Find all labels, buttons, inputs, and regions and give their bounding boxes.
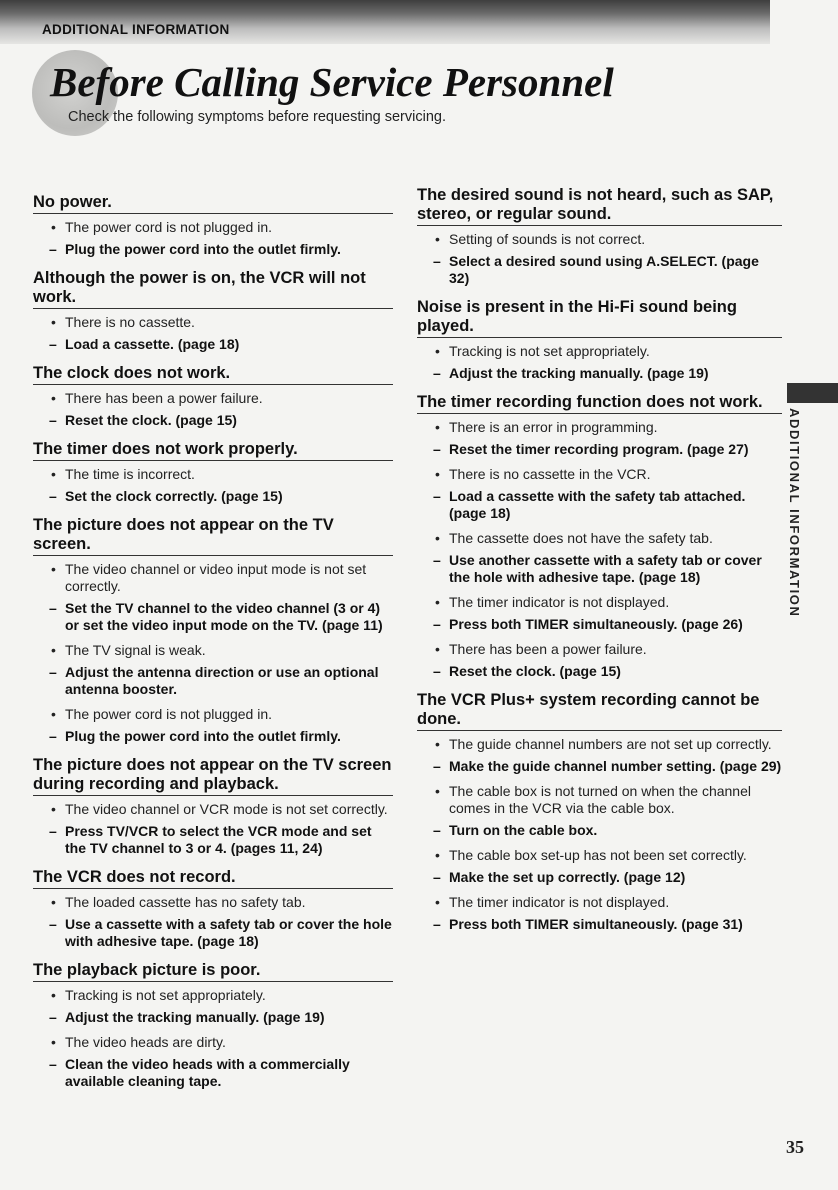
symptom-remedy: – Make the guide channel number setting. (page 29) bbox=[417, 758, 782, 775]
symptom-remedy: – Adjust the tracking manually. (page 19) bbox=[33, 1009, 393, 1026]
symptom-cause: • The power cord is not plugged in. bbox=[33, 706, 393, 723]
symptom-cause: • The video heads are dirty. bbox=[33, 1034, 393, 1051]
symptom-cause: • The cable box is not turned on when the channel comes in the VCR via the cable box. bbox=[417, 783, 782, 817]
page-title: Before Calling Service Personnel bbox=[50, 59, 614, 105]
symptom-heading: No power. bbox=[33, 193, 393, 214]
left-column bbox=[33, 193, 393, 1101]
symptom-cause: • The timer indicator is not displayed. bbox=[417, 894, 782, 911]
troubleshooting-entry bbox=[33, 961, 393, 1090]
symptom-cause: • The cable box set-up has not been set correctly. bbox=[417, 847, 782, 864]
troubleshooting-entry bbox=[417, 186, 782, 287]
symptom-cause: • The power cord is not plugged in. bbox=[33, 219, 393, 236]
symptom-cause: • The time is incorrect. bbox=[33, 466, 393, 483]
troubleshooting-entry bbox=[417, 393, 782, 680]
troubleshooting-entry bbox=[33, 516, 393, 745]
symptom-remedy: – Reset the timer recording program. (page 27) bbox=[417, 441, 782, 458]
symptom-heading: The playback picture is poor. bbox=[33, 961, 393, 982]
symptom-cause: • There is no cassette in the VCR. bbox=[417, 466, 782, 483]
symptom-heading: The VCR does not record. bbox=[33, 868, 393, 889]
symptom-remedy: – Reset the clock. (page 15) bbox=[33, 412, 393, 429]
right-column bbox=[417, 186, 782, 944]
symptom-cause: • There is an error in programming. bbox=[417, 419, 782, 436]
symptom-cause: • Tracking is not set appropriately. bbox=[33, 987, 393, 1004]
troubleshooting-entry bbox=[33, 868, 393, 950]
symptom-remedy: – Load a cassette with the safety tab attached. (page 18) bbox=[417, 488, 782, 522]
page-subtitle: Check the following symptoms before requesting servicing. bbox=[68, 109, 446, 125]
troubleshooting-entry bbox=[33, 193, 393, 258]
symptom-cause: • Tracking is not set appropriately. bbox=[417, 343, 782, 360]
symptom-remedy: – Make the set up correctly. (page 12) bbox=[417, 869, 782, 886]
symptom-remedy: – Plug the power cord into the outlet firmly. bbox=[33, 728, 393, 745]
symptom-remedy: – Plug the power cord into the outlet firmly. bbox=[33, 241, 393, 258]
troubleshooting-entry bbox=[33, 269, 393, 353]
symptom-remedy: – Select a desired sound using A.SELECT. (page 32) bbox=[417, 253, 782, 287]
symptom-remedy: – Clean the video heads with a commercially available cleaning tape. bbox=[33, 1056, 393, 1090]
symptom-heading: The timer recording function does not work. bbox=[417, 393, 782, 414]
symptom-cause: • The guide channel numbers are not set up correctly. bbox=[417, 736, 782, 753]
symptom-remedy: – Reset the clock. (page 15) bbox=[417, 663, 782, 680]
symptom-remedy: – Load a cassette. (page 18) bbox=[33, 336, 393, 353]
symptom-cause: • The video channel or VCR mode is not set correctly. bbox=[33, 801, 393, 818]
side-tab-label: ADDITIONAL INFORMATION bbox=[787, 408, 802, 618]
symptom-heading: Although the power is on, the VCR will not work. bbox=[33, 269, 393, 309]
troubleshooting-entry bbox=[417, 298, 782, 382]
symptom-cause: • The timer indicator is not displayed. bbox=[417, 594, 782, 611]
symptom-remedy: – Use another cassette with a safety tab or cover the hole with adhesive tape. (page 18) bbox=[417, 552, 782, 586]
symptom-cause: • The cassette does not have the safety tab. bbox=[417, 530, 782, 547]
symptom-remedy: – Turn on the cable box. bbox=[417, 822, 782, 839]
symptom-heading: The VCR Plus+ system recording cannot be done. bbox=[417, 691, 782, 731]
symptom-heading: The picture does not appear on the TV screen. bbox=[33, 516, 393, 556]
symptom-remedy: – Press both TIMER simultaneously. (page 26) bbox=[417, 616, 782, 633]
symptom-heading: The clock does not work. bbox=[33, 364, 393, 385]
symptom-cause: • The loaded cassette has no safety tab. bbox=[33, 894, 393, 911]
symptom-cause: • Setting of sounds is not correct. bbox=[417, 231, 782, 248]
symptom-heading: The desired sound is not heard, such as SAP, stereo, or regular sound. bbox=[417, 186, 782, 226]
symptom-heading: The timer does not work properly. bbox=[33, 440, 393, 461]
symptom-remedy: – Use a cassette with a safety tab or cover the hole with adhesive tape. (page 18) bbox=[33, 916, 393, 950]
symptom-cause: • There is no cassette. bbox=[33, 314, 393, 331]
page-number: 35 bbox=[786, 1137, 804, 1157]
symptom-cause: • The video channel or video input mode is not set correctly. bbox=[33, 561, 393, 595]
symptom-cause: • There has been a power failure. bbox=[417, 641, 782, 658]
side-tab-marker bbox=[787, 383, 838, 403]
symptom-heading: Noise is present in the Hi-Fi sound being played. bbox=[417, 298, 782, 338]
symptom-cause: • There has been a power failure. bbox=[33, 390, 393, 407]
troubleshooting-entry bbox=[33, 756, 393, 857]
troubleshooting-entry bbox=[33, 364, 393, 429]
symptom-remedy: – Adjust the tracking manually. (page 19) bbox=[417, 365, 782, 382]
symptom-remedy: – Set the TV channel to the video channel (3 or 4) or set the video input mode on the TV. (page 11) bbox=[33, 600, 393, 634]
troubleshooting-entry bbox=[33, 440, 393, 505]
troubleshooting-entry bbox=[417, 691, 782, 933]
section-label: ADDITIONAL INFORMATION bbox=[42, 22, 230, 37]
symptom-remedy: – Press TV/VCR to select the VCR mode and set the TV channel to 3 or 4. (pages 11, 24) bbox=[33, 823, 393, 857]
symptom-remedy: – Press both TIMER simultaneously. (page 31) bbox=[417, 916, 782, 933]
symptom-cause: • The TV signal is weak. bbox=[33, 642, 393, 659]
symptom-heading: The picture does not appear on the TV screen during recording and playback. bbox=[33, 756, 393, 796]
symptom-remedy: – Adjust the antenna direction or use an optional antenna booster. bbox=[33, 664, 393, 698]
symptom-remedy: – Set the clock correctly. (page 15) bbox=[33, 488, 393, 505]
